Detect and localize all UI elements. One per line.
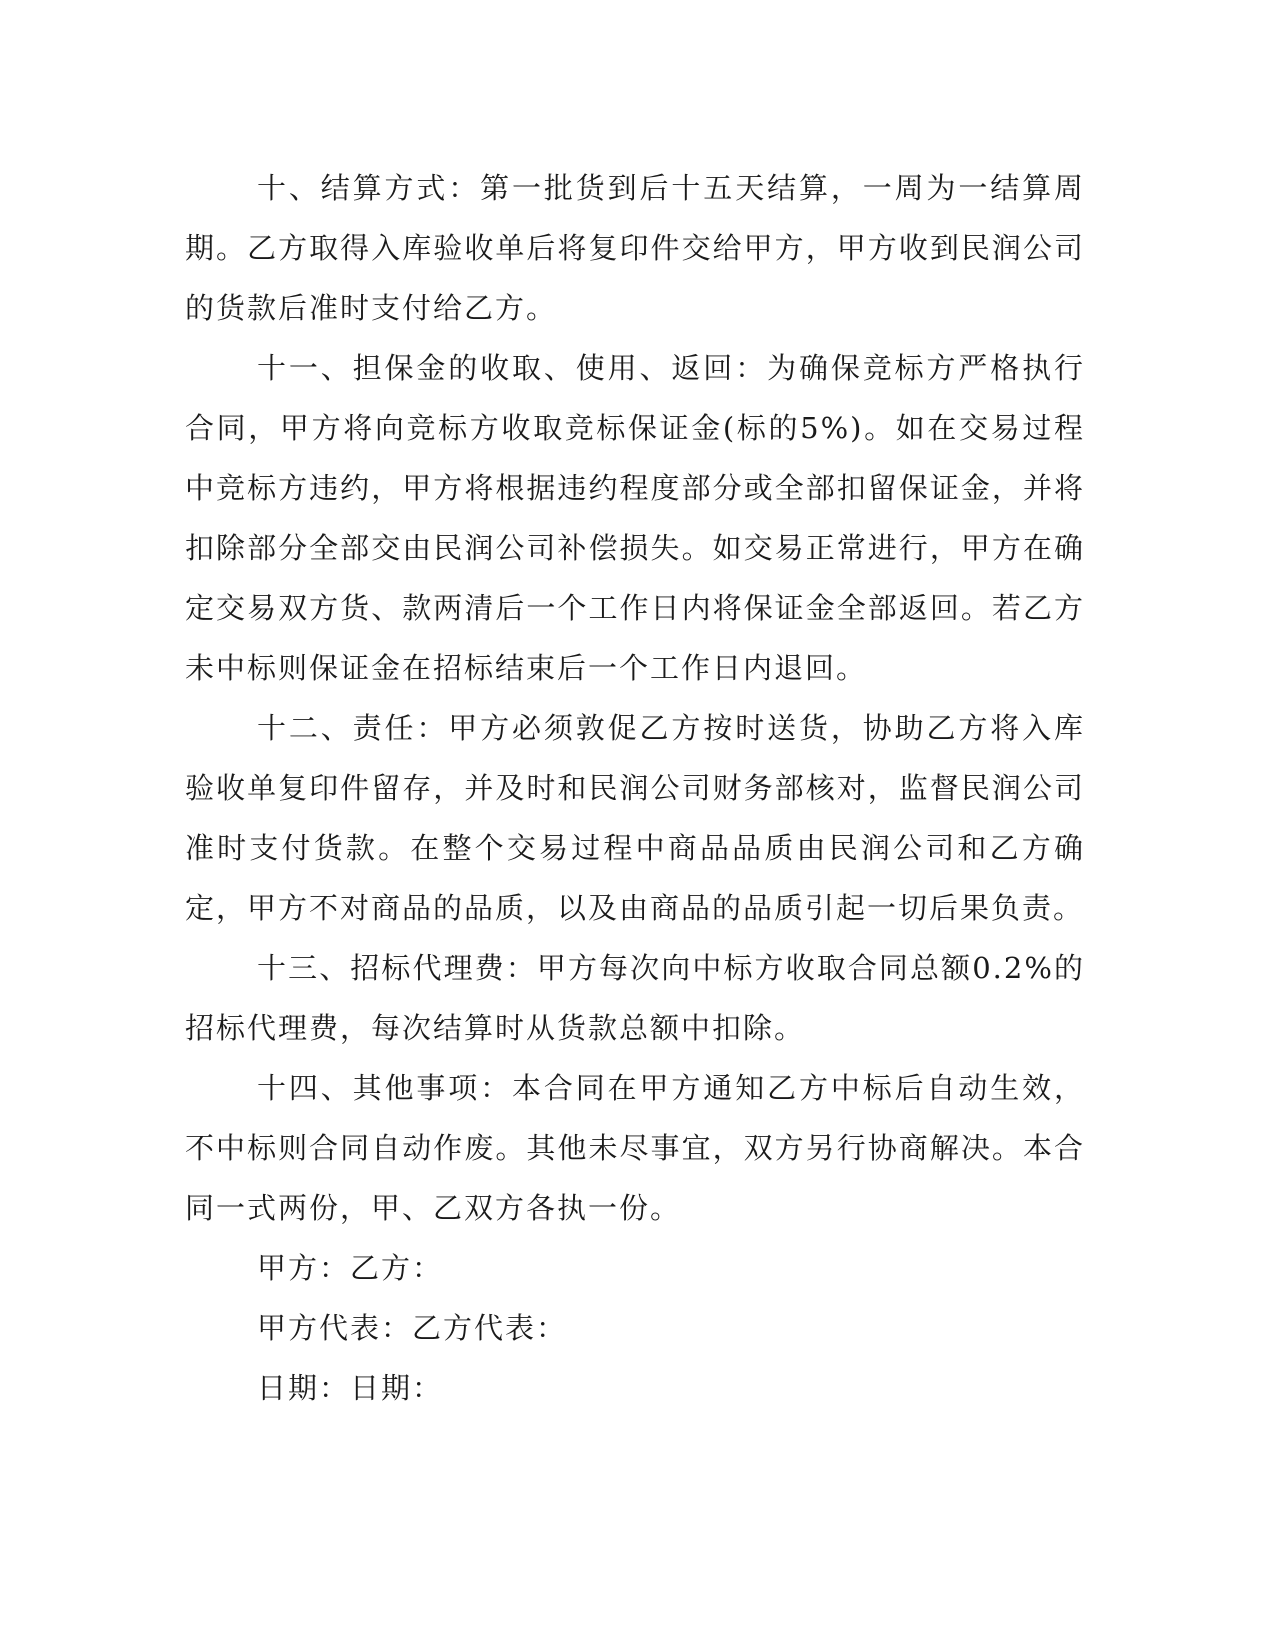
clause-responsibility: 十二、责任：甲方必须敦促乙方按时送货，协助乙方将入库验收单复印件留存，并及时和民润公司财务部核对，监督民润公司准时支付货款。在整个交易过程中商品品质由民润公司和乙方确定，甲方不对商品的品质，以及由商品的品质引起一切后果负责。 bbox=[185, 711, 1085, 925]
signature-representatives: 甲方代表：乙方代表： bbox=[257, 1311, 568, 1345]
clause-agency-fee: 十三、招标代理费：甲方每次向中标方收取合同总额0.2%的招标代理费，每次结算时从货款总额中扣除。 bbox=[185, 951, 1085, 1045]
contract-body bbox=[185, 158, 1085, 1418]
signature-dates: 日期：日期： bbox=[257, 1371, 444, 1405]
clause-settlement: 十、结算方式：第一批货到后十五天结算，一周为一结算周期。乙方取得入库验收单后将复印件交给甲方，甲方收到民润公司的货款后准时支付给乙方。 bbox=[185, 171, 1085, 325]
clause-other-matters: 十四、其他事项：本合同在甲方通知乙方中标后自动生效，不中标则合同自动作废。其他未尽事宜，双方另行协商解决。本合同一式两份，甲、乙双方各执一份。 bbox=[185, 1071, 1085, 1225]
signature-parties: 甲方：乙方： bbox=[257, 1251, 444, 1285]
clause-deposit: 十一、担保金的收取、使用、返回：为确保竞标方严格执行合同，甲方将向竞标方收取竞标保证金(标的5%)。如在交易过程中竞标方违约，甲方将根据违约程度部分或全部扣留保证金，并将扣除部分全部交由民润公司补偿损失。如交易正常进行，甲方在确定交易双方货、款两清后一个工作日内将保证金全部返回。若乙方未中标则保证金在招标结束后一个工作日内退回。 bbox=[185, 351, 1085, 685]
